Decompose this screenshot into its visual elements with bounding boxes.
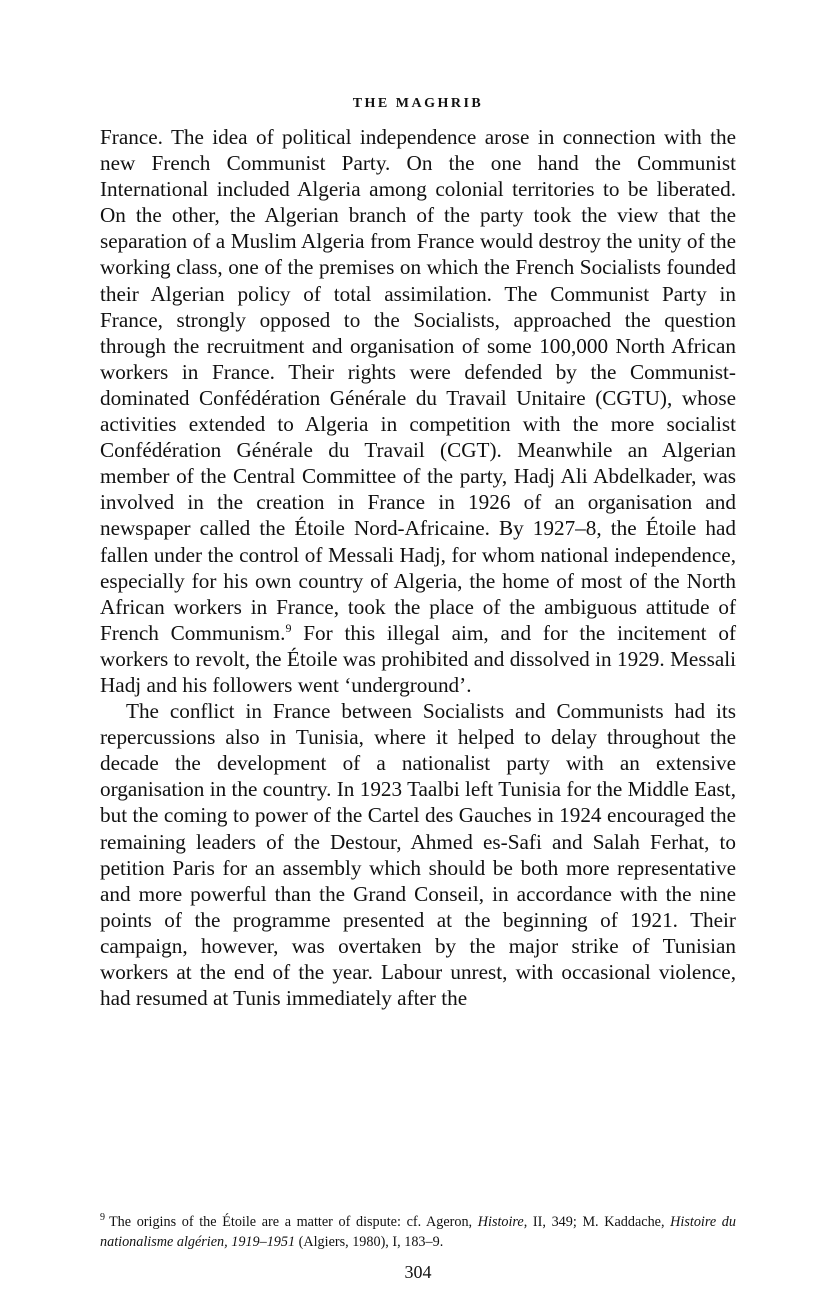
paragraph-1-continuation: For this illegal aim, and for the incitement of workers to revolt, the Étoile was prohibited and dissolved in 1929. Messali Hadj and his followers went ‘underground’.: [100, 620, 737, 697]
footnote-title-1: Histoire: [477, 1214, 524, 1230]
page-number: 304: [404, 1262, 432, 1282]
footnote-text-middle: , II, 349; M. Kaddache,: [523, 1214, 671, 1230]
paragraph-1: [100, 124, 736, 698]
paragraph-1-text: France. The idea of political independence arose in connection with the new French Communist Party. On the one hand the Communist International included Algeria among colonial territories to be liberated. On the other, the Algerian branch of the party took the view that the separation of a Muslim Algeria from France would destroy the unity of the working class, one of the premises on which the French Socialists founded their Algerian policy of total assimilation. The Communist Party in France, strongly opposed to the Socialists, approached the question through the recruitment and organisation of some 100,000 North African workers in France. Their rights were defended by the Communist-dominated Confédération Générale du Travail Unitaire (CGTU), whose activities extended to Algeria in competition with the more socialist Confédération Générale du Travail (CGT). Meanwhile an Algerian member of the Central Committee of the party, Hadj Ali Abdelkader, was involved in the creation in France in 1926 of an organisation and newspaper called the Étoile Nord-Africaine. By 1927–8, the Étoile had fallen under the control of Messali Hadj, for whom national independence, especially for his own country of Algeria, the home of most of the North African workers in France, took the place of the ambiguous attitude of French Communism.: [100, 125, 736, 645]
body-text: [100, 124, 736, 1011]
paragraph-2: The conflict in France between Socialists and Communists had its repercussions also in Tunisia, where it helped to delay throughout the decade the development of a nationalist party with an extensive organisation in the country. In 1923 Taalbi left Tunisia for the Middle East, but the coming to power of the Cartel des Gauches in 1924 encouraged the remaining leaders of the Destour, Ahmed es-Safi and Salah Ferhat, to petition Paris for an assembly which should be both more representative and more powerful than the Grand Conseil, in accordance with the nine points of the programme presented at the beginning of 1921. Their campaign, however, was overtaken by the major strike of Tunisian workers at the end of the year. Labour unrest, with occasional violence, had resumed at Tunis immediately after the: [100, 699, 736, 1011]
footnote-mark: 9: [100, 1212, 105, 1224]
footnote: [100, 1212, 736, 1252]
footnote-title-2: Histoire du nationalisme algérien, 1919–1951: [100, 1214, 736, 1250]
footnote-reference[interactable]: 9: [285, 620, 292, 635]
footnote-text-after: (Algiers, 1980), I, 183–9.: [295, 1234, 444, 1250]
running-head: THE MAGHRIB: [352, 96, 484, 111]
footnote-text-before: The origins of the Étoile are a matter of dispute: cf. Ageron,: [109, 1214, 478, 1230]
